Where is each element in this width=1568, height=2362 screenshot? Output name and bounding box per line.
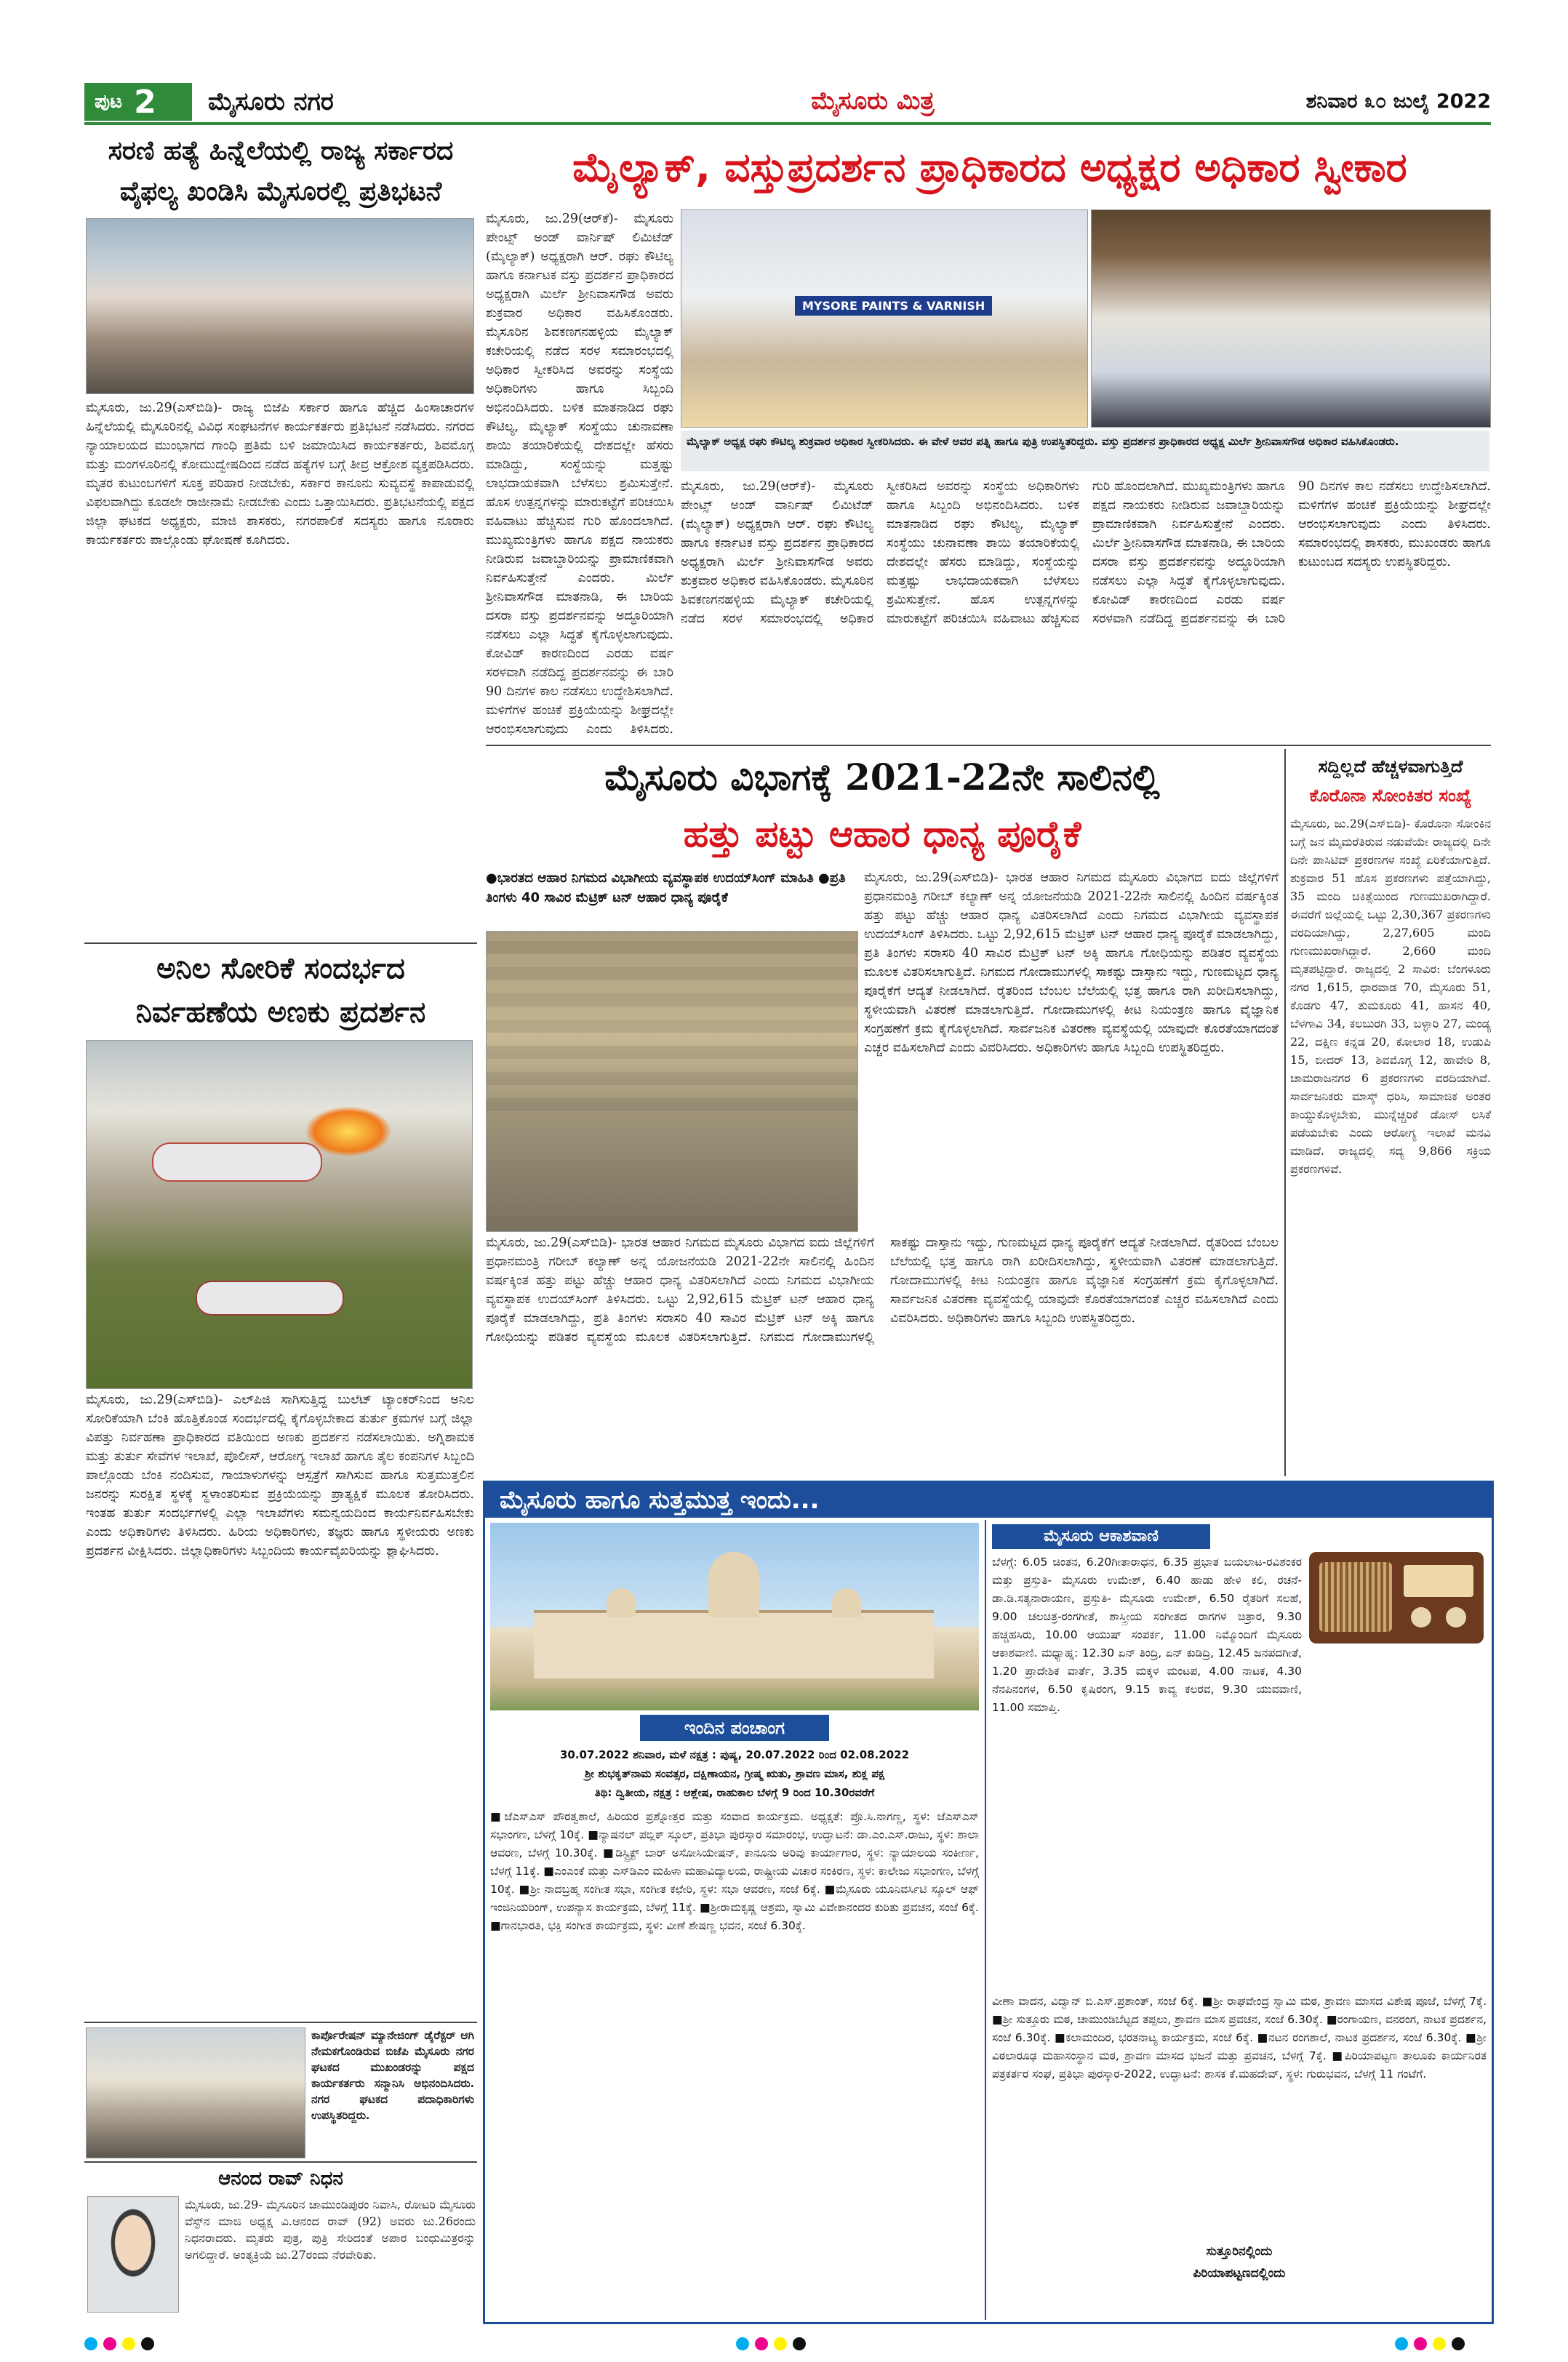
grain-headline-1: ಮೈಸೂರು ವಿಭಾಗಕ್ಕೆ 2021-22ನೇ ಸಾಲಿನಲ್ಲಿ	[604, 756, 1160, 798]
protest-headline-2: ವೈಫಲ್ಯ ಖಂಡಿಸಿ ಮೈಸೂರಲ್ಲಿ ಪ್ರತಿಭಟನೆ	[119, 177, 442, 207]
piriya-subhead: ಪಿರಿಯಾಪಟ್ಟಣದಲ್ಲಿಂದು	[1193, 2266, 1286, 2281]
rule-events	[985, 1520, 986, 2320]
gas-photo	[86, 1040, 473, 1389]
grain-headline-2: ಹತ್ತು ಪಟ್ಟು ಆಹಾರ ಧಾನ್ಯ ಪೂರೈಕೆ	[683, 813, 1081, 855]
mylac-headline: ಮೈಲ್ಯಾಕ್, ವಸ್ತುಪ್ರದರ್ಶನ ಪ್ರಾಧಿಕಾರದ ಅಧ್ಯಕ್ಷರ ಅಧಿಕಾರ ಸ್ವೀಕಾರ	[572, 144, 1407, 191]
tanker-shape-2	[196, 1281, 344, 1316]
panchanga-line-1: 30.07.2022 ಶನಿವಾರ, ಮಳೆ ನಕ್ಷತ್ರ : ಪುಷ್ಯ, 20.07.2022 ರಿಂದ 02.08.2022	[559, 1748, 910, 1761]
today-banner: ಮೈಸೂರು ಹಾಗೂ ಸುತ್ತಮುತ್ತ ಇಂದು...	[485, 1483, 1492, 1518]
page-label: ಪುಟ	[95, 90, 123, 113]
rule-above-gas	[84, 942, 477, 944]
covid-body: ಮೈಸೂರು, ಜು.29(ಎಸ್‌ಬಿಡಿ)- ಕೊರೊನಾ ಸೋಂಕಿನ ಬಗ್ಗೆ ಜನ ಮೈಮರೆತಿರುವ ನಡುವೆಯೇ ರಾಜ್ಯದಲ್ಲಿ ದಿನೇ ದಿನೇ ಪಾಸಿಟಿವ್ ಪ್ರಕರಣಗಳ ಸಂಖ್ಯೆ ಏರಿಕೆಯಾಗುತ್ತಿದೆ. ಶುಕ್ರವಾರ 51 ಹೊಸ ಪ್ರಕರಣಗಳು ಪತ್ತೆಯಾಗಿದ್ದು, 35 ಮಂದಿ ಚಿಕಿತ್ಸೆಯಿಂದ ಗುಣಮುಖರಾಗಿದ್ದಾರೆ. ಈವರೆಗೆ ಜಿಲ್ಲೆಯಲ್ಲಿ ಒಟ್ಟು 2,30,367 ಪ್ರಕರಣಗಳು ವರದಿಯಾಗಿದ್ದು, 2,27,605 ಮಂದಿ ಗುಣಮುಖರಾಗಿದ್ದಾರೆ. 2,660 ಮಂದಿ ಮೃತಪಟ್ಟಿದ್ದಾರೆ. ರಾಜ್ಯದಲ್ಲಿ 2 ಸಾವಿರ: ಬೆಂಗಳೂರು ನಗರ 1,615, ಧಾರವಾಡ 70, ಮೈಸೂರು 51, ಕೊಡಗು 47, ತುಮಕೂರು 41, ಹಾಸನ 40, ಬೆಳಗಾವಿ 34, ಕಲಬುರಗಿ 33, ಬಳ್ಳಾರಿ 27, ಮಂಡ್ಯ 22, ದಕ್ಷಿಣ ಕನ್ನಡ 20, ಕೋಲಾರ 18, ಉಡುಪಿ 15, ಬೀದರ್ 13, ಶಿವಮೊಗ್ಗ 12, ಹಾವೇರಿ 8, ಚಾಮರಾಜನಗರ 6 ಪ್ರಕರಣಗಳು ವರದಿಯಾಗಿವೆ. ಸಾರ್ವಜನಿಕರು ಮಾಸ್ಕ್ ಧರಿಸಿ, ಸಾಮಾಜಿಕ ಅಂತರ ಕಾಯ್ದುಕೊಳ್ಳಬೇಕು, ಮುನ್ನೆಚ್ಚರಿಕೆ ಡೋಸ್ ಲಸಿಕೆ ಪಡೆಯಬೇಕು ಎಂದು ಆರೋಗ್ಯ ಇಲಾಖೆ ಮನವಿ ಮಾಡಿದೆ. ರಾಜ್ಯದಲ್ಲಿ ಸದ್ಯ 9,866 ಸಕ್ರಿಯ ಪ್ರಕರಣಗಳಿವೆ.	[1290, 817, 1491, 1176]
paper-name: ಮೈಸೂರು ಮಿತ್ರ	[811, 87, 935, 116]
grain-sack-pattern	[487, 932, 857, 1111]
akashavani-title: ಮೈಸೂರು ಆಕಾಶವಾಣಿ	[992, 1524, 1210, 1549]
obituary-body: ಮೈಸೂರು, ಜು.29- ಮೈಸೂರಿನ ಚಾಮುಂಡಿಪುರಂ ನಿವಾಸಿ, ರೋಟರಿ ಮೈಸೂರು ವೆಸ್ಟ್‌ನ ಮಾಜಿ ಅಧ್ಯಕ್ಷ ವಿ.ಆನಂದ ರಾವ್ (92) ಅವರು ಜು.26ರಂದು ನಿಧನರಾದರು. ಮೃತರು ಪುತ್ರ, ಪುತ್ರಿ ಸೇರಿದಂತೆ ಅಪಾರ ಬಂಧುಮಿತ್ರರನ್ನು ಅಗಲಿದ್ದಾರೆ. ಅಂತ್ಯಕ್ರಿಯೆ ಜು.27ರಂದು ನೆರವೇರಿತು.	[185, 2198, 476, 2262]
registration-dots-left	[81, 2337, 227, 2355]
protest-headline-1: ಸರಣಿ ಹತ್ಯೆ ಹಿನ್ನೆಲೆಯಲ್ಲಿ ರಾಜ್ಯ ಸರ್ಕಾರದ	[108, 136, 454, 166]
covid-headline-1: ಸದ್ದಿಲ್ಲದೆ ಹೆಚ್ಚಳವಾಗುತ್ತಿದೆ	[1318, 756, 1463, 777]
gas-headline-1: ಅನಿಲ ಸೋರಿಕೆ ಸಂದರ್ಭದ	[156, 952, 405, 985]
panchanga-line-3: ತಿಥಿ: ದ್ವಿತೀಯ, ನಕ್ಷತ್ರ : ಆಶ್ಲೇಷ, ರಾಹುಕಾಲ ಬೆಳಗ್ಗೆ 9 ರಿಂದ 10.30ರವರೆಗೆ	[594, 1786, 875, 1799]
panchanga-line-2: ಶ್ರೀ ಶುಭಕೃತ್‌ನಾಮ ಸಂವತ್ಸರ, ದಕ್ಷಿಣಾಯನ, ಗ್ರೀಷ್ಮ ಋತು, ಶ್ರಾವಣ ಮಾಸ, ಶುಕ್ಲ ಪಕ್ಷ	[584, 1767, 885, 1780]
masthead-rule	[84, 122, 1491, 125]
rule-grain-covid	[1284, 749, 1286, 1476]
protest-photo	[86, 218, 474, 394]
akashavani-body: ಬೆಳಗ್ಗೆ: 6.05 ಚಿಂತನ, 6.20ಗೀತಾರಾಧನ, 6.35 ಪ್ರಭಾತ ಬಯಲಾಟ-ರವಿಶಂಕರ ಮತ್ತು ಪ್ರಸ್ತುತಿ- ಮೈಸೂರು ಉಮೇಶ್, 6.40 ಹಾಡು ಹೇಳಿ ಕಲಿ, ರಚನೆ- ಡಾ.ಡಿ.ಸತ್ಯನಾರಾಯಣ, ಪ್ರಸ್ತುತಿ- ಮೈಸೂರು ಉಮೇಶ್, 6.50 ರೈತರಿಗೆ ಸಲಹೆ, 9.00 ಚಲಚಿತ್ರ-ರಂಗಗೀತೆ, ಶಾಸ್ತ್ರೀಯ ಸಂಗೀತದ ರಾಗಗಳ ಚಿತ್ರಾರ, 9.30 ಹಚ್ಚಹಸಿರು, 10.00 ಆಯುಷ್ ಸಂಪರ್ಕ, 11.00 ನಿಮ್ಮೊಂದಿಗೆ ಮೈಸೂರು ಆಕಾಶವಾಣಿ. ಮಧ್ಯಾಹ್ನ: 12.30 ಏನ್ ತಿಂದ್ರಿ, ಏನ್ ಕುಡಿದ್ರಿ, 12.45 ಜನಪದಗೀತೆ, 1.20 ಪ್ರಾದೇಶಿಕ ವಾರ್ತೆ, 3.35 ಮಕ್ಕಳ ಮಂಟಪ, 4.00 ನಾಟಕ, 4.30 ನೆನಪಿನಂಗಳ, 6.50 ಕೃಷಿರಂಗ, 9.15 ಕಾವ್ಯ ಕಲರವ, 9.30 ಯುವವಾಣಿ, 11.00 ಸಮಾಪ್ತಿ.	[992, 1556, 1302, 1714]
radio-icon	[1309, 1552, 1484, 1644]
kartik-photo	[86, 2027, 305, 2158]
photo-sign: MYSORE PAINTS & VARNISH	[795, 296, 992, 316]
panchanga-title: ಇಂದಿನ ಪಂಚಾಂಗ	[640, 1715, 829, 1741]
registration-dots-center	[733, 2337, 879, 2355]
grain-body-left: ಮೈಸೂರು, ಜು.29(ಎಸ್‌ಬಿಡಿ)- ಭಾರತ ಆಹಾರ ನಿಗಮದ ಮೈಸೂರು ವಿಭಾಗದ ಐದು ಜಿಲ್ಲೆಗಳಿಗೆ ಪ್ರಧಾನಮಂತ್ರಿ ಗರೀಬ್ ಕಲ್ಯಾಣ್ ಅನ್ನ ಯೋಜನೆಯಡಿ 2021-22ನೇ ಸಾಲಿನಲ್ಲಿ ಹಿಂದಿನ ವರ್ಷಕ್ಕಿಂತ ಹತ್ತು ಪಟ್ಟು ಹೆಚ್ಚು ಆಹಾರ ಧಾನ್ಯ ವಿತರಿಸಲಾಗಿದೆ ಎಂದು ನಿಗಮದ ವಿಭಾಗೀಯ ವ್ಯವಸ್ಥಾಪಕ ಉದಯ್‌ಸಿಂಗ್ ತಿಳಿಸಿದರು. ಒಟ್ಟು 2,92,615 ಮೆಟ್ರಿಕ್ ಟನ್ ಆಹಾರ ಧಾನ್ಯ ಪೂರೈಕೆ ಮಾಡಲಾಗಿದ್ದು, ಪ್ರತಿ ತಿಂಗಳು ಸರಾಸರಿ 40 ಸಾವಿರ ಮೆಟ್ರಿಕ್ ಟನ್ ಅಕ್ಕಿ ಹಾಗೂ ಗೋಧಿಯನ್ನು ಪಡಿತರ ವ್ಯವಸ್ಥೆಯ ಮೂಲಕ ವಿತರಿಸಲಾಗುತ್ತಿದೆ. ನಿಗಮದ ಗೋದಾಮುಗಳಲ್ಲಿ ಸಾಕಷ್ಟು ದಾಸ್ತಾನು ಇದ್ದು, ಗುಣಮಟ್ಟದ ಧಾನ್ಯ ಪೂರೈಕೆಗೆ ಆದ್ಯತೆ ನೀಡಲಾಗಿದೆ. ರೈತರಿಂದ ಬೆಂಬಲ ಬೆಲೆಯಲ್ಲಿ ಭತ್ತ ಹಾಗೂ ರಾಗಿ ಖರೀದಿಸಲಾಗಿದ್ದು, ಸ್ಥಳೀಯವಾಗಿ ವಿತರಣೆ ಮಾಡಲಾಗುತ್ತಿದೆ. ಗೋದಾಮುಗಳಲ್ಲಿ ಕೀಟ ನಿಯಂತ್ರಣ ಹಾಗೂ ವೈಜ್ಞಾನಿಕ ಸಂಗ್ರಹಣೆಗೆ ಕ್ರಮ ಕೈಗೊಳ್ಳಲಾಗಿದೆ. ಸಾರ್ವಜನಿಕ ವಿತರಣಾ ವ್ಯವಸ್ಥೆಯಲ್ಲಿ ಯಾವುದೇ ಕೊರತೆಯಾಗದಂತೆ ಎಚ್ಚರ ವಹಿಸಲಾಗಿದೆ ಎಂದು ವಿವರಿಸಿದರು. ಅಧಿಕಾರಿಗಳು ಹಾಗೂ ಸಿಬ್ಬಂದಿ ಉಪಸ್ಥಿತರಿದ್ದರು.	[486, 1236, 1279, 1345]
events-left: ■ಜೆಎಸ್‌ಎಸ್ ಪೌರತ್ವಶಾಲೆ, ಹಿರಿಯರ ಪ್ರಶ್ನೋತ್ತರ ಮತ್ತು ಸಂವಾದ ಕಾರ್ಯಕ್ರಮ. ಅಧ್ಯಕ್ಷತೆ: ಪ್ರೊ.ಸಿ.ನಾಗಣ್ಣ, ಸ್ಥಳ: ಜೆಎಸ್‌ಎಸ್ ಸಭಾಂಗಣ, ಬೆಳಗ್ಗೆ 10ಕ್ಕೆ. ■ನ್ಯಾಷನಲ್ ಪಬ್ಲಿಕ್ ಸ್ಕೂಲ್, ಪ್ರತಿಭಾ ಪುರಸ್ಕಾರ ಸಮಾರಂಭ, ಉದ್ಘಾಟನೆ: ಡಾ.ಎಂ.ಎಸ್.ರಾಜು, ಸ್ಥಳ: ಶಾಲಾ ಆವರಣ, ಬೆಳಗ್ಗೆ 10.30ಕ್ಕೆ. ■ಡಿಸ್ಟ್ರಿಕ್ಟ್ ಬಾರ್ ಅಸೋಸಿಯೇಷನ್, ಕಾನೂನು ಅರಿವು ಕಾರ್ಯಾಗಾರ, ಸ್ಥಳ: ನ್ಯಾಯಾಲಯ ಸಂಕೀರ್ಣ, ಬೆಳಗ್ಗೆ 11ಕ್ಕೆ. ■ಎಂಎಂಕೆ ಮತ್ತು ಎಸ್‌ಡಿಎಂ ಮಹಿಳಾ ಮಹಾವಿದ್ಯಾಲಯ, ರಾಷ್ಟ್ರೀಯ ವಿಚಾರ ಸಂಕಿರಣ, ಸ್ಥಳ: ಕಾಲೇಜು ಸಭಾಂಗಣ, ಬೆಳಗ್ಗೆ 10ಕ್ಕೆ. ■ಶ್ರೀ ನಾದಬ್ರಹ್ಮ ಸಂಗೀತ ಸಭಾ, ಸಂಗೀತ ಕಛೇರಿ, ಸ್ಥಳ: ಸಭಾ ಆವರಣ, ಸಂಜೆ 6ಕ್ಕೆ. ■ಮೈಸೂರು ಯೂನಿವರ್ಸಿಟಿ ಸ್ಕೂಲ್ ಆಫ್ ಇಂಜಿನಿಯರಿಂಗ್, ಉಪನ್ಯಾಸ ಕಾರ್ಯಕ್ರಮ, ಬೆಳಗ್ಗೆ 11ಕ್ಕೆ. ■ಶ್ರೀರಾಮಕೃಷ್ಣ ಆಶ್ರಮ, ಸ್ವಾಮಿ ವಿವೇಕಾನಂದರ ಕುರಿತು ಪ್ರವಚನ, ಸಂಜೆ 6ಕ್ಕೆ. ■ಗಾನಭಾರತಿ, ಭಕ್ತಿ ಸಂಗೀತ ಕಾರ್ಯಕ್ರಮ, ಸ್ಥಳ: ವೀಣೆ ಶೇಷಣ್ಣ ಭವನ, ಸಂಜೆ 6.30ಕ್ಕೆ.	[490, 1810, 979, 1932]
mylac-photo-left	[681, 209, 1088, 428]
suttur-subhead: ಸುತ್ತೂರಿನಲ್ಲಿಂದು	[1206, 2244, 1273, 2259]
page-badge	[84, 83, 192, 121]
covid-headline-2: ಕೊರೊನಾ ಸೋಂಕಿತರ ಸಂಖ್ಯೆ	[1309, 785, 1472, 806]
tanker-shape	[152, 1142, 322, 1182]
protest-body: ಮೈಸೂರು, ಜು.29(ಎಸ್‌ಬಿಡಿ)- ರಾಜ್ಯ ಬಿಜೆಪಿ ಸರ್ಕಾರ ಹಾಗೂ ಹೆಚ್ಚಿದ ಹಿಂಸಾಚಾರಗಳ ಹಿನ್ನೆಲೆಯಲ್ಲಿ ಮೈಸೂರಿನಲ್ಲಿ ವಿವಿಧ ಸಂಘಟನೆಗಳ ಕಾರ್ಯಕರ್ತರು ಪ್ರತಿಭಟನೆ ನಡೆಸಿದರು. ನಗರದ ನ್ಯಾಯಾಲಯದ ಮುಂಭಾಗದ ಗಾಂಧಿ ಪ್ರತಿಮೆ ಬಳಿ ಜಮಾಯಿಸಿದ ಕಾರ್ಯಕರ್ತರು, ಶಿವಮೊಗ್ಗ ಮತ್ತು ಮಂಗಳೂರಿನಲ್ಲಿ ಕೋಮುದ್ವೇಷದಿಂದ ನಡೆದ ಹತ್ಯೆಗಳ ಬಗ್ಗೆ ತೀವ್ರ ಆಕ್ರೋಶ ವ್ಯಕ್ತಪಡಿಸಿದರು. ಮೃತರ ಕುಟುಂಬಗಳಿಗೆ ಸೂಕ್ತ ಪರಿಹಾರ ನೀಡಬೇಕು, ಸರ್ಕಾರ ಕಾನೂನು ಸುವ್ಯವಸ್ಥೆ ಕಾಪಾಡುವಲ್ಲಿ ವಿಫಲವಾಗಿದ್ದು ಕೂಡಲೇ ರಾಜೀನಾಮೆ ನೀಡಬೇಕು ಎಂದು ಒತ್ತಾಯಿಸಿದರು. ಪ್ರತಿಭಟನೆಯಲ್ಲಿ ಪಕ್ಷದ ಜಿಲ್ಲಾ ಘಟಕದ ಅಧ್ಯಕ್ಷರು, ಮಾಜಿ ಶಾಸಕರು, ನಗರಪಾಲಿಕೆ ಸದಸ್ಯರು ಹಾಗೂ ನೂರಾರು ಕಾರ್ಯಕರ್ತರು ಪಾಲ್ಗೊಂಡು ಘೋಷಣೆ ಕೂಗಿದರು.	[86, 401, 474, 548]
registration-dots-right	[1392, 2337, 1537, 2355]
obituary-title: ಆನಂದ ರಾವ್ ನಿಧನ	[218, 2168, 343, 2190]
mylac-body-cols: ಮೈಸೂರು, ಜು.29(ಆರ್‌ಕೆ)- ಮೈಸೂರು ಪೇಂಟ್ಸ್ ಅಂಡ್ ವಾರ್ನಿಷ್ ಲಿಮಿಟೆಡ್ (ಮೈಲ್ಯಾಕ್) ಅಧ್ಯಕ್ಷರಾಗಿ ಆರ್. ರಘು ಕೌಟಿಲ್ಯ ಹಾಗೂ ಕರ್ನಾಟಕ ವಸ್ತು ಪ್ರದರ್ಶನ ಪ್ರಾಧಿಕಾರದ ಅಧ್ಯಕ್ಷರಾಗಿ ಮಿರ್ಲೆ ಶ್ರೀನಿವಾಸಗೌಡ ಅವರು ಶುಕ್ರವಾರ ಅಧಿಕಾರ ವಹಿಸಿಕೊಂಡರು. ಮೈಸೂರಿನ ಶಿವಕಣಗನಹಳ್ಳಿಯ ಮೈಲ್ಯಾಕ್ ಕಚೇರಿಯಲ್ಲಿ ನಡೆದ ಸರಳ ಸಮಾರಂಭದಲ್ಲಿ ಅಧಿಕಾರ ಸ್ವೀಕರಿಸಿದ ಅವರನ್ನು ಸಂಸ್ಥೆಯ ಅಧಿಕಾರಿಗಳು ಹಾಗೂ ಸಿಬ್ಬಂದಿ ಅಭಿನಂದಿಸಿದರು. ಬಳಿಕ ಮಾತನಾಡಿದ ರಘು ಕೌಟಿಲ್ಯ, ಮೈಲ್ಯಾಕ್ ಸಂಸ್ಥೆಯು ಚುನಾವಣಾ ಶಾಯಿ ತಯಾರಿಕೆಯಲ್ಲಿ ದೇಶದಲ್ಲೇ ಹೆಸರು ಮಾಡಿದ್ದು, ಸಂಸ್ಥೆಯನ್ನು ಮತ್ತಷ್ಟು ಲಾಭದಾಯಕವಾಗಿ ಬೆಳೆಸಲು ಶ್ರಮಿಸುತ್ತೇನೆ. ಹೊಸ ಉತ್ಪನ್ನಗಳನ್ನು ಮಾರುಕಟ್ಟೆಗೆ ಪರಿಚಯಿಸಿ ವಹಿವಾಟು ಹೆಚ್ಚಿಸುವ ಗುರಿ ಹೊಂದಲಾಗಿದೆ. ಮುಖ್ಯಮಂತ್ರಿಗಳು ಹಾಗೂ ಪಕ್ಷದ ನಾಯಕರು ನೀಡಿರುವ ಜವಾಬ್ದಾರಿಯನ್ನು ಪ್ರಾಮಾಣಿಕವಾಗಿ ನಿರ್ವಹಿಸುತ್ತೇನೆ ಎಂದರು. ಮಿರ್ಲೆ ಶ್ರೀನಿವಾಸಗೌಡ ಮಾತನಾಡಿ, ಈ ಬಾರಿಯ ದಸರಾ ವಸ್ತು ಪ್ರದರ್ಶನವನ್ನು ಅದ್ಧೂರಿಯಾಗಿ ನಡೆಸಲು ಎಲ್ಲಾ ಸಿದ್ಧತೆ ಕೈಗೊಳ್ಳಲಾಗುವುದು. ಕೋವಿಡ್ ಕಾರಣದಿಂದ ಎರಡು ವರ್ಷ ಸರಳವಾಗಿ ನಡೆದಿದ್ದ ಪ್ರದರ್ಶನವನ್ನು ಈ ಬಾರಿ 90 ದಿನಗಳ ಕಾಲ ನಡೆಸಲು ಉದ್ದೇಶಿಸಲಾಗಿದೆ. ಮಳಿಗೆಗಳ ಹಂಚಿಕೆ ಪ್ರಕ್ರಿಯೆಯನ್ನು ಶೀಘ್ರದಲ್ಲೇ ಆರಂಭಿಸಲಾಗುವುದು ಎಂದು ತಿಳಿಸಿದರು. ಸಮಾರಂಭದಲ್ಲಿ ಶಾಸಕರು, ಮುಖಂಡರು ಹಾಗೂ ಕುಟುಂಬದ ಸದಸ್ಯರು ಉಪಸ್ಥಿತರಿದ್ದರು.	[681, 479, 1491, 626]
kartik-body: ಕಾರ್ಪೊರೇಷನ್ ಮ್ಯಾನೇಜಿಂಗ್ ಡೈರೆಕ್ಟರ್ ಆಗಿ ನೇಮಕಗೊಂಡಿರುವ ಬಿಜೆಪಿ ಮೈಸೂರು ನಗರ ಘಟಕದ ಮುಖಂಡರನ್ನು ಪಕ್ಷದ ಕಾರ್ಯಕರ್ತರು ಸನ್ಮಾನಿಸಿ ಅಭಿನಂದಿಸಿದರು. ನಗರ ಘಟಕದ ಪದಾಧಿಕಾರಿಗಳು ಉಪಸ್ಥಿತರಿದ್ದರು.	[311, 2028, 474, 2122]
events-right: ವೀಣಾ ವಾದನ, ವಿದ್ವಾನ್ ಬಿ.ಎಸ್.ಪ್ರಶಾಂತ್, ಸಂಜೆ 6ಕ್ಕೆ. ■ಶ್ರೀ ರಾಘವೇಂದ್ರ ಸ್ವಾಮಿ ಮಠ, ಶ್ರಾವಣ ಮಾಸದ ವಿಶೇಷ ಪೂಜೆ, ಬೆಳಗ್ಗೆ 7ಕ್ಕೆ. ■ಶ್ರೀ ಸುತ್ತೂರು ಮಠ, ಚಾಮುಂಡಿಬೆಟ್ಟದ ತಪ್ಪಲು, ಶ್ರಾವಣ ಮಾಸ ಪ್ರವಚನ, ಸಂಜೆ 6.30ಕ್ಕೆ. ■ರಂಗಾಯಣ, ವನರಂಗ, ನಾಟಕ ಪ್ರದರ್ಶನ, ಸಂಜೆ 6.30ಕ್ಕೆ. ■ಕಲಾಮಂದಿರ, ಭರತನಾಟ್ಯ ಕಾರ್ಯಕ್ರಮ, ಸಂಜೆ 6ಕ್ಕೆ. ■ನಟನ ರಂಗಶಾಲೆ, ನಾಟಕ ಪ್ರದರ್ಶನ, ಸಂಜೆ 6.30ಕ್ಕೆ. ■ಶ್ರೀ ವಿಠಲಾರೂಢ ಮಹಾಸಂಸ್ಥಾನ ಮಠ, ಶ್ರಾವಣ ಮಾಸದ ಭಜನೆ ಮತ್ತು ಪ್ರವಚನ, ಬೆಳಗ್ಗೆ 7ಕ್ಕೆ. ■ಪಿರಿಯಾಪಟ್ಟಣ ತಾಲೂಕು ಕಾರ್ಯನಿರತ ಪತ್ರಕರ್ತರ ಸಂಘ, ಪ್ರತಿಭಾ ಪುರಸ್ಕಾರ-2022, ಉದ್ಘಾಟನೆ: ಶಾಸಕ ಕೆ.ಮಹದೇವ್, ಸ್ಥಳ: ಗುರುಭವನ, ಬೆಳಗ್ಗೆ 11 ಗಂಟೆಗೆ.	[992, 1995, 1487, 2081]
rule-above-kartik	[84, 2022, 477, 2023]
issue-date: ಶನಿವಾರ ೩೦ ಜುಲೈ 2022	[1305, 90, 1491, 113]
page-number: 2	[134, 83, 156, 121]
rule-above-obit	[84, 2161, 477, 2163]
rule-under-mylac	[486, 745, 1491, 746]
gas-body: ಮೈಸೂರು, ಜು.29(ಎಸ್‌ಬಿಡಿ)- ಎಲ್‌ಪಿಜಿ ಸಾಗಿಸುತ್ತಿದ್ದ ಬುಲೆಟ್ ಟ್ಯಾಂಕರ್‌ನಿಂದ ಅನಿಲ ಸೋರಿಕೆಯಾಗಿ ಬೆಂಕಿ ಹೊತ್ತಿಕೊಂಡ ಸಂದರ್ಭದಲ್ಲಿ ಕೈಗೊಳ್ಳಬೇಕಾದ ತುರ್ತು ಕ್ರಮಗಳ ಬಗ್ಗೆ ಜಿಲ್ಲಾ ವಿಪತ್ತು ನಿರ್ವಹಣಾ ಪ್ರಾಧಿಕಾರದ ವತಿಯಿಂದ ಅಣಕು ಪ್ರದರ್ಶನ ನಡೆಸಲಾಯಿತು. ಅಗ್ನಿಶಾಮಕ ಮತ್ತು ತುರ್ತು ಸೇವೆಗಳ ಇಲಾಖೆ, ಪೊಲೀಸ್, ಆರೋಗ್ಯ ಇಲಾಖೆ ಹಾಗೂ ತೈಲ ಕಂಪನಿಗಳ ಸಿಬ್ಬಂದಿ ಪಾಲ್ಗೊಂಡು ಬೆಂಕಿ ನಂದಿಸುವ, ಗಾಯಾಳುಗಳನ್ನು ಆಸ್ಪತ್ರೆಗೆ ಸಾಗಿಸುವ ಹಾಗೂ ಸುತ್ತಮುತ್ತಲಿನ ಜನರನ್ನು ಸುರಕ್ಷಿತ ಸ್ಥಳಕ್ಕೆ ಸ್ಥಳಾಂತರಿಸುವ ಪ್ರಕ್ರಿಯೆಯನ್ನು ಪ್ರಾತ್ಯಕ್ಷಿಕೆ ಮೂಲಕ ತೋರಿಸಿದರು. ಇಂತಹ ತುರ್ತು ಸಂದರ್ಭಗಳಲ್ಲಿ ಎಲ್ಲಾ ಇಲಾಖೆಗಳು ಸಮನ್ವಯದಿಂದ ಕಾರ್ಯನಿರ್ವಹಿಸಬೇಕು ಎಂದು ಅಧಿಕಾರಿಗಳು ತಿಳಿಸಿದರು. ಹಿರಿಯ ಅಧಿಕಾರಿಗಳು, ತಜ್ಞರು ಹಾಗೂ ಸ್ಥಳೀಯರು ಅಣಕು ಪ್ರದರ್ಶನ ವೀಕ್ಷಿಸಿದರು. ಜಿಲ್ಲಾಧಿಕಾರಿಗಳು ಸಿಬ್ಬಂದಿಯ ಕಾರ್ಯವೈಖರಿಯನ್ನು ಶ್ಲಾಘಿಸಿದರು.	[86, 1393, 474, 1558]
palace-illustration	[490, 1523, 979, 1710]
gas-headline-2: ನಿರ್ವಹಣೆಯ ಅಣಕು ಪ್ರದರ್ಶನ	[135, 996, 426, 1029]
grain-subhead: ●ಭಾರತದ ಆಹಾರ ನಿಗಮದ ವಿಭಾಗೀಯ ವ್ಯವಸ್ಥಾಪಕ ಉದಯ್‌ಸಿಂಗ್ ಮಾಹಿತಿ ●ಪ್ರತಿ ತಿಂಗಳು 40 ಸಾವಿರ ಮೆಟ್ರಿಕ್ ಟನ್ ಆಹಾರ ಧಾನ್ಯ ಪೂರೈಕೆ	[486, 870, 846, 905]
grain-body-right: ಮೈಸೂರು, ಜು.29(ಎಸ್‌ಬಿಡಿ)- ಭಾರತ ಆಹಾರ ನಿಗಮದ ಮೈಸೂರು ವಿಭಾಗದ ಐದು ಜಿಲ್ಲೆಗಳಿಗೆ ಪ್ರಧಾನಮಂತ್ರಿ ಗರೀಬ್ ಕಲ್ಯಾಣ್ ಅನ್ನ ಯೋಜನೆಯಡಿ 2021-22ನೇ ಸಾಲಿನಲ್ಲಿ ಹಿಂದಿನ ವರ್ಷಕ್ಕಿಂತ ಹತ್ತು ಪಟ್ಟು ಹೆಚ್ಚು ಆಹಾರ ಧಾನ್ಯ ವಿತರಿಸಲಾಗಿದೆ ಎಂದು ನಿಗಮದ ವಿಭಾಗೀಯ ವ್ಯವಸ್ಥಾಪಕ ಉದಯ್‌ಸಿಂಗ್ ತಿಳಿಸಿದರು. ಒಟ್ಟು 2,92,615 ಮೆಟ್ರಿಕ್ ಟನ್ ಆಹಾರ ಧಾನ್ಯ ಪೂರೈಕೆ ಮಾಡಲಾಗಿದ್ದು, ಪ್ರತಿ ತಿಂಗಳು ಸರಾಸರಿ 40 ಸಾವಿರ ಮೆಟ್ರಿಕ್ ಟನ್ ಅಕ್ಕಿ ಹಾಗೂ ಗೋಧಿಯನ್ನು ಪಡಿತರ ವ್ಯವಸ್ಥೆಯ ಮೂಲಕ ವಿತರಿಸಲಾಗುತ್ತಿದೆ. ನಿಗಮದ ಗೋದಾಮುಗಳಲ್ಲಿ ಸಾಕಷ್ಟು ದಾಸ್ತಾನು ಇದ್ದು, ಗುಣಮಟ್ಟದ ಧಾನ್ಯ ಪೂರೈಕೆಗೆ ಆದ್ಯತೆ ನೀಡಲಾಗಿದೆ. ರೈತರಿಂದ ಬೆಂಬಲ ಬೆಲೆಯಲ್ಲಿ ಭತ್ತ ಹಾಗೂ ರಾಗಿ ಖರೀದಿಸಲಾಗಿದ್ದು, ಸ್ಥಳೀಯವಾಗಿ ವಿತರಣೆ ಮಾಡಲಾಗುತ್ತಿದೆ. ಗೋದಾಮುಗಳಲ್ಲಿ ಕೀಟ ನಿಯಂತ್ರಣ ಹಾಗೂ ವೈಜ್ಞಾನಿಕ ಸಂಗ್ರಹಣೆಗೆ ಕ್ರಮ ಕೈಗೊಳ್ಳಲಾಗಿದೆ. ಸಾರ್ವಜನಿಕ ವಿತರಣಾ ವ್ಯವಸ್ಥೆಯಲ್ಲಿ ಯಾವುದೇ ಕೊರತೆಯಾಗದಂತೆ ಎಚ್ಚರ ವಹಿಸಲಾಗಿದೆ ಎಂದು ವಿವರಿಸಿದರು. ಅಧಿಕಾರಿಗಳು ಹಾಗೂ ಸಿಬ್ಬಂದಿ ಉಪಸ್ಥಿತರಿದ್ದರು.	[864, 870, 1279, 1055]
mylac-body-col1: ಮೈಸೂರು, ಜು.29(ಆರ್‌ಕೆ)- ಮೈಸೂರು ಪೇಂಟ್ಸ್ ಅಂಡ್ ವಾರ್ನಿಷ್ ಲಿಮಿಟೆಡ್ (ಮೈಲ್ಯಾಕ್) ಅಧ್ಯಕ್ಷರಾಗಿ ಆರ್. ರಘು ಕೌಟಿಲ್ಯ ಹಾಗೂ ಕರ್ನಾಟಕ ವಸ್ತು ಪ್ರದರ್ಶನ ಪ್ರಾಧಿಕಾರದ ಅಧ್ಯಕ್ಷರಾಗಿ ಮಿರ್ಲೆ ಶ್ರೀನಿವಾಸಗೌಡ ಅವರು ಶುಕ್ರವಾರ ಅಧಿಕಾರ ವಹಿಸಿಕೊಂಡರು. ಮೈಸೂರಿನ ಶಿವಕಣಗನಹಳ್ಳಿಯ ಮೈಲ್ಯಾಕ್ ಕಚೇರಿಯಲ್ಲಿ ನಡೆದ ಸರಳ ಸಮಾರಂಭದಲ್ಲಿ ಅಧಿಕಾರ ಸ್ವೀಕರಿಸಿದ ಅವರನ್ನು ಸಂಸ್ಥೆಯ ಅಧಿಕಾರಿಗಳು ಹಾಗೂ ಸಿಬ್ಬಂದಿ ಅಭಿನಂದಿಸಿದರು. ಬಳಿಕ ಮಾತನಾಡಿದ ರಘು ಕೌಟಿಲ್ಯ, ಮೈಲ್ಯಾಕ್ ಸಂಸ್ಥೆಯು ಚುನಾವಣಾ ಶಾಯಿ ತಯಾರಿಕೆಯಲ್ಲಿ ದೇಶದಲ್ಲೇ ಹೆಸರು ಮಾಡಿದ್ದು, ಸಂಸ್ಥೆಯನ್ನು ಮತ್ತಷ್ಟು ಲಾಭದಾಯಕವಾಗಿ ಬೆಳೆಸಲು ಶ್ರಮಿಸುತ್ತೇನೆ. ಹೊಸ ಉತ್ಪನ್ನಗಳನ್ನು ಮಾರುಕಟ್ಟೆಗೆ ಪರಿಚಯಿಸಿ ವಹಿವಾಟು ಹೆಚ್ಚಿಸುವ ಗುರಿ ಹೊಂದಲಾಗಿದೆ. ಮುಖ್ಯಮಂತ್ರಿಗಳು ಹಾಗೂ ಪಕ್ಷದ ನಾಯಕರು ನೀಡಿರುವ ಜವಾಬ್ದಾರಿಯನ್ನು ಪ್ರಾಮಾಣಿಕವಾಗಿ ನಿರ್ವಹಿಸುತ್ತೇನೆ ಎಂದರು. ಮಿರ್ಲೆ ಶ್ರೀನಿವಾಸಗೌಡ ಮಾತನಾಡಿ, ಈ ಬಾರಿಯ ದಸರಾ ವಸ್ತು ಪ್ರದರ್ಶನವನ್ನು ಅದ್ಧೂರಿಯಾಗಿ ನಡೆಸಲು ಎಲ್ಲಾ ಸಿದ್ಧತೆ ಕೈಗೊಳ್ಳಲಾಗುವುದು. ಕೋವಿಡ್ ಕಾರಣದಿಂದ ಎರಡು ವರ್ಷ ಸರಳವಾಗಿ ನಡೆದಿದ್ದ ಪ್ರದರ್ಶನವನ್ನು ಈ ಬಾರಿ 90 ದಿನಗಳ ಕಾಲ ನಡೆಸಲು ಉದ್ದೇಶಿಸಲಾಗಿದೆ. ಮಳಿಗೆಗಳ ಹಂಚಿಕೆ ಪ್ರಕ್ರಿಯೆಯನ್ನು ಶೀಘ್ರದಲ್ಲೇ ಆರಂಭಿಸಲಾಗುವುದು ಎಂದು ತಿಳಿಸಿದರು.	[486, 212, 673, 737]
section-title: ಮೈಸೂರು ನಗರ	[208, 87, 334, 116]
grain-photo	[486, 931, 858, 1232]
mylac-caption: ಮೈಲ್ಯಾಕ್ ಅಧ್ಯಕ್ಷ ರಘು ಕೌಟಿಲ್ಯ ಶುಕ್ರವಾರ ಅಧಿಕಾರ ಸ್ವೀಕರಿಸಿದರು. ಈ ವೇಳೆ ಅವರ ಪತ್ನಿ ಹಾಗೂ ಪುತ್ರಿ ಉಪಸ್ಥಿತರಿದ್ದರು. ವಸ್ತು ಪ್ರದರ್ಶನ ಪ್ರಾಧಿಕಾರದ ಅಧ್ಯಕ್ಷ ಮಿರ್ಲೆ ಶ್ರೀನಿವಾಸಗೌಡ ಅಧಿಕಾರ ವಹಿಸಿಕೊಂಡರು.	[681, 431, 1489, 471]
obituary-portrait	[87, 2196, 179, 2313]
mylac-photo-right	[1091, 209, 1491, 428]
